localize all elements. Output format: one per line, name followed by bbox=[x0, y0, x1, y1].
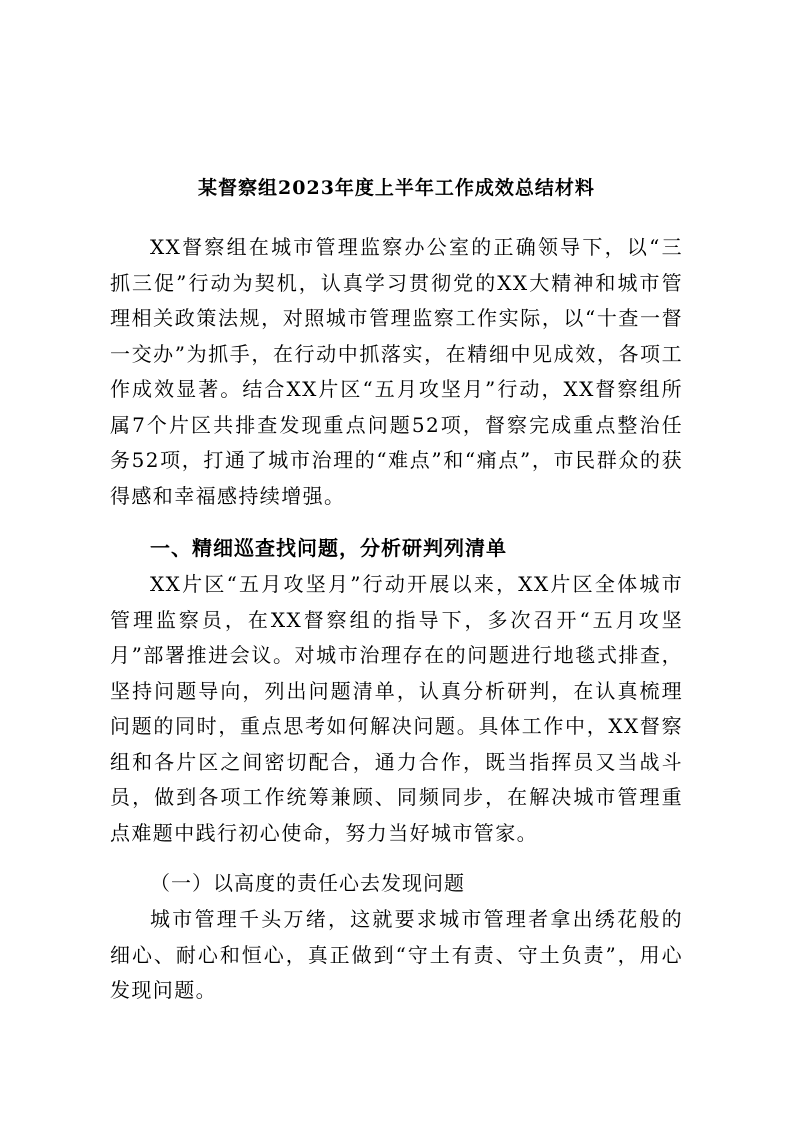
document-title: 某督察组2023年度上半年工作成效总结材料 bbox=[198, 177, 595, 199]
section-paragraph: XX片区“五月攻坚月”行动开展以来，XX片区全体城市管理监察员，在XX督察组的指导下，多次召开“五月攻坚月”部署推进会议。对城市治理存在的问题进行地毯式排查，坚持问题导向，列出问题清单，认真分析研判，在认真梳理问题的同时，重点思考如何解决问题。具体工作中，XX督察组和各片区之间密切配合，通力合作，既当指挥员又当战斗员，做到各项工作统筹兼顾、同频同步，在解决城市管理重点难题中践行初心使命，努力当好城市管家。 bbox=[110, 572, 683, 845]
section-heading: 一、精细巡查找问题，分析研判列清单 bbox=[150, 536, 507, 560]
subsection-heading: （一）以高度的责任心去发现问题 bbox=[150, 871, 465, 895]
intro-paragraph: XX督察组在城市管理监察办公室的正确领导下，以“三抓三促”行动为契机，认真学习贯彻党的XX大精神和城市管理相关政策法规，对照城市管理监察工作实际，以“十查一督一交办”为抓手，在行动中抓落实，在精细中见成效，各项工作成效显著。结合XX片区“五月攻坚月”行动，XX督察组所属7个片区共排查发现重点问题52项，督察完成重点整治任务52项，打通了城市治理的“难点”和“痛点”，市民群众的获得感和幸福感持续增强。 bbox=[110, 235, 683, 508]
subsection-paragraph: 城市管理千头万绪，这就要求城市管理者拿出绣花般的细心、耐心和恒心，真正做到“守土有责、守土负责”，用心发现问题。 bbox=[110, 907, 683, 1002]
